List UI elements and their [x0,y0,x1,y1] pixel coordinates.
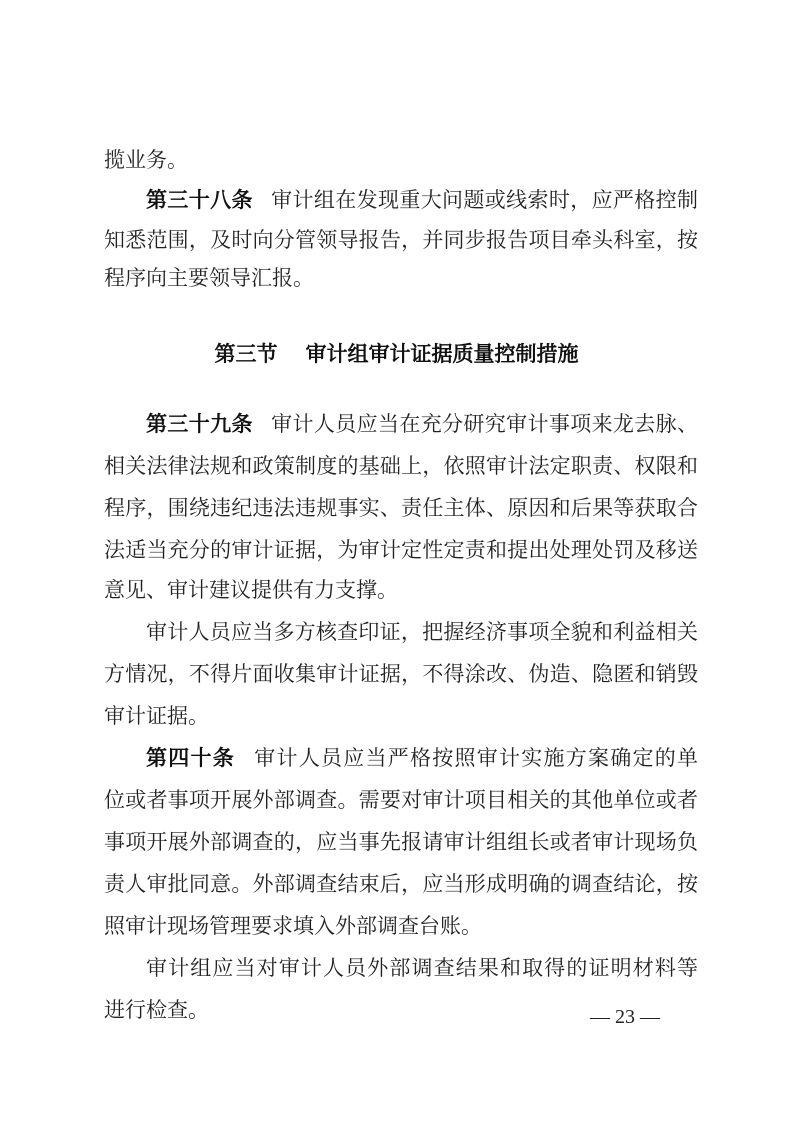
text-line: 方情况，不得片面收集审计证据，不得涂改、伪造、隐匿和销毁 [104,662,698,686]
text-line: 审计组应当对审计人员外部调查结果和取得的证明材料等 [146,956,698,980]
text-line: 审计人员应当多方核查印证，把握经济事项全貌和利益相关 [146,620,698,644]
text-line: 位或者事项开展外部调查。需要对审计项目相关的其他单位或者 [104,788,698,812]
text-line: 揽业务。 [104,148,188,172]
article-label: 第三十八条 [146,188,253,212]
text-line: 程序向主要领导汇报。 [104,266,314,290]
section-number: 第三节 [214,342,278,366]
text: 审计人员应当严格按照审计实施方案确定的单 [253,746,698,770]
text: 审计人员应当在充分研究审计事项来龙去脉、 [270,412,699,436]
article-38-line [146,186,698,214]
text-line: 审计证据。 [104,704,209,728]
text-line: 程序，围绕违纪违法违规事实、责任主体、原因和后果等获取合 [104,496,698,520]
text-line: 意见、审计建议提供有力支撑。 [104,578,398,602]
text-line: 事项开展外部调查的，应当事先报请审计组组长或者审计现场负 [104,830,698,854]
text-line: 进行检查。 [104,998,209,1022]
text-line: 责人审批同意。外部调查结束后，应当形成明确的调查结论，按 [104,872,698,896]
text-line: 照审计现场管理要求填入外部调查台账。 [104,914,482,938]
article-40-line [146,744,698,772]
article-label: 第四十条 [146,746,235,770]
text: 审计组在发现重大问题或线索时，应严格控制 [270,188,699,212]
text-line: 法适当充分的审计证据，为审计定性定责和提出处理处罚及移送 [104,538,698,562]
page-number: — 23 — [590,1006,660,1028]
text-line: 相关法律法规和政策制度的基础上，依照审计法定职责、权限和 [104,454,698,478]
article-label: 第三十九条 [146,412,253,436]
article-39-line [146,410,698,438]
section-heading [0,338,793,368]
section-title: 审计组审计证据质量控制措施 [305,342,579,366]
text-line: 知悉范围，及时向分管领导报告，并同步报告项目牵头科室，按 [104,228,698,252]
